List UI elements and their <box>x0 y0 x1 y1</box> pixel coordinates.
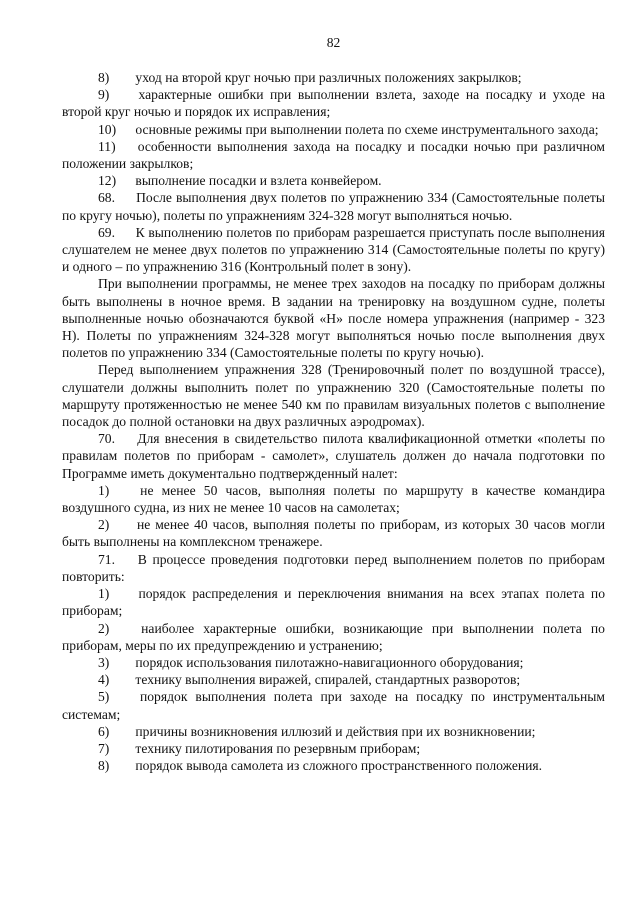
item-text: особенности выполнения захода на посадку и посадки ночью при различном положении закрылков; <box>62 138 605 172</box>
clause-68 <box>62 189 605 223</box>
paragraph-12 <box>62 172 605 189</box>
item-text: технику пилотирования по резервным приборам; <box>135 740 421 756</box>
item-text: порядок использования пилотажно-навигационного оборудования; <box>135 654 524 670</box>
item-text: выполнение посадки и взлета конвейером. <box>135 173 382 189</box>
item-text: технику выполнения виражей, спиралей, стандартных разворотов; <box>135 672 521 688</box>
item-number: 2) <box>98 620 110 636</box>
paragraph-text: Перед выполнением упражнения 328 (Тренировочный полет по воздушной трассе), слушатели должны выполнить полет по упражнению 320 (Самостоятельные полеты по маршруту протяженностью не менее 540 км по правилам визуальных полетов с выполнение посадок до полной остановки на двух различных аэродромах). <box>62 362 605 430</box>
document-body <box>62 69 605 774</box>
paragraph-11 <box>62 138 605 172</box>
item-number: 1) <box>98 586 110 602</box>
item-number: 11) <box>98 138 116 154</box>
item-number: 8) <box>98 70 110 85</box>
paragraph-71-2 <box>62 620 605 654</box>
paragraph-71-6 <box>62 723 605 740</box>
clause-text: В процессе проведения подготовки перед выполнением полетов по приборам повторить: <box>62 551 605 584</box>
item-text: не менее 40 часов, выполняя полеты по приборам, из которых 30 часов могли быть выполнены на комплексном тренажере. <box>62 517 605 550</box>
item-text: не менее 50 часов, выполняя полеты по маршруту в качестве командира воздушного судна, из них не менее 10 часов на самолетах; <box>62 482 605 516</box>
page-number: 82 <box>326 35 341 50</box>
item-number: 12) <box>98 173 117 189</box>
paragraph-71-4 <box>62 671 605 688</box>
item-text: порядок распределения и переключения внимания на всех этапах полета по приборам; <box>62 586 605 619</box>
clause-69 <box>62 224 605 276</box>
clause-text: Для внесения в свидетельство пилота квалификационной отметки «полеты по правилам полетов по приборам - самолет», слушатель должен до начала подготовки по Программе иметь документально подтвержденный налет: <box>62 431 605 481</box>
item-text: порядок выполнения полета при заходе на посадку по инструментальным системам; <box>62 689 606 722</box>
clause-number: 71. <box>98 551 115 567</box>
item-text: порядок вывода самолета из сложного пространственного положения. <box>135 758 543 774</box>
item-number: 10) <box>98 121 117 137</box>
item-number: 6) <box>98 723 110 739</box>
clause-text: К выполнению полетов по приборам разрешается приступать после выполнения слушателем не менее двух полетов по упражнению 314 (Самостоятельные полеты по кругу) и одного – по упражнению 316 (Контрольный полет в зону). <box>62 224 605 275</box>
paragraph-70-2 <box>62 516 605 550</box>
paragraph-8 <box>62 69 605 86</box>
item-text: причины возникновения иллюзий и действия при их возникновении; <box>135 723 536 739</box>
paragraph-night-approaches <box>62 275 605 361</box>
item-number: 8) <box>98 758 110 774</box>
clause-number: 69. <box>98 224 115 240</box>
paragraph-71-8 <box>62 757 605 774</box>
clause-number: 68. <box>98 190 115 206</box>
clause-71 <box>62 551 605 585</box>
item-text: уход на второй круг ночью при различных положениях закрылков; <box>135 70 522 85</box>
item-number: 1) <box>98 482 110 498</box>
item-text: характерные ошибки при выполнении взлета, заходе на посадку и уходе на второй круг ночью и порядок их исправления; <box>62 87 605 120</box>
paragraph-9 <box>62 86 605 120</box>
paragraph-71-5 <box>62 688 605 722</box>
item-number: 9) <box>98 87 110 103</box>
clause-70 <box>62 430 605 482</box>
item-number: 3) <box>98 654 110 670</box>
paragraph-exercise-328 <box>62 361 605 430</box>
paragraph-71-1 <box>62 585 605 619</box>
paragraph-70-1 <box>62 482 605 516</box>
paragraph-71-3 <box>62 654 605 671</box>
item-number: 7) <box>98 740 110 756</box>
item-number: 2) <box>98 517 110 533</box>
item-number: 4) <box>98 672 110 688</box>
item-text: наиболее характерные ошибки, возникающие при выполнении полета по приборам, меры по их предупреждению и устранению; <box>62 620 605 653</box>
clause-text: После выполнения двух полетов по упражнению 334 (Самостоятельные полеты по кругу ночью), полеты по упражнениям 324-328 могут выполняться ночью. <box>62 190 605 223</box>
clause-number: 70. <box>98 431 115 447</box>
paragraph-10 <box>62 121 605 138</box>
paragraph-text: При выполнении программы, не менее трех заходов на посадку по приборам должны быть выполнены в ночное время. В задании на тренировку на воздушном судне, полеты выполненные ночью обозначаются буквой «Н» после номера упражнения (например - 323 Н). Полеты по упражнениям 324-328 могут выполняться ночью после выполнения двух полетов по упражнению 334 (Самостоятельные полеты по кругу ночью). <box>62 276 605 361</box>
paragraph-71-7 <box>62 740 605 757</box>
item-text: основные режимы при выполнении полета по схеме инструментального захода; <box>135 121 599 137</box>
item-number: 5) <box>98 689 110 705</box>
